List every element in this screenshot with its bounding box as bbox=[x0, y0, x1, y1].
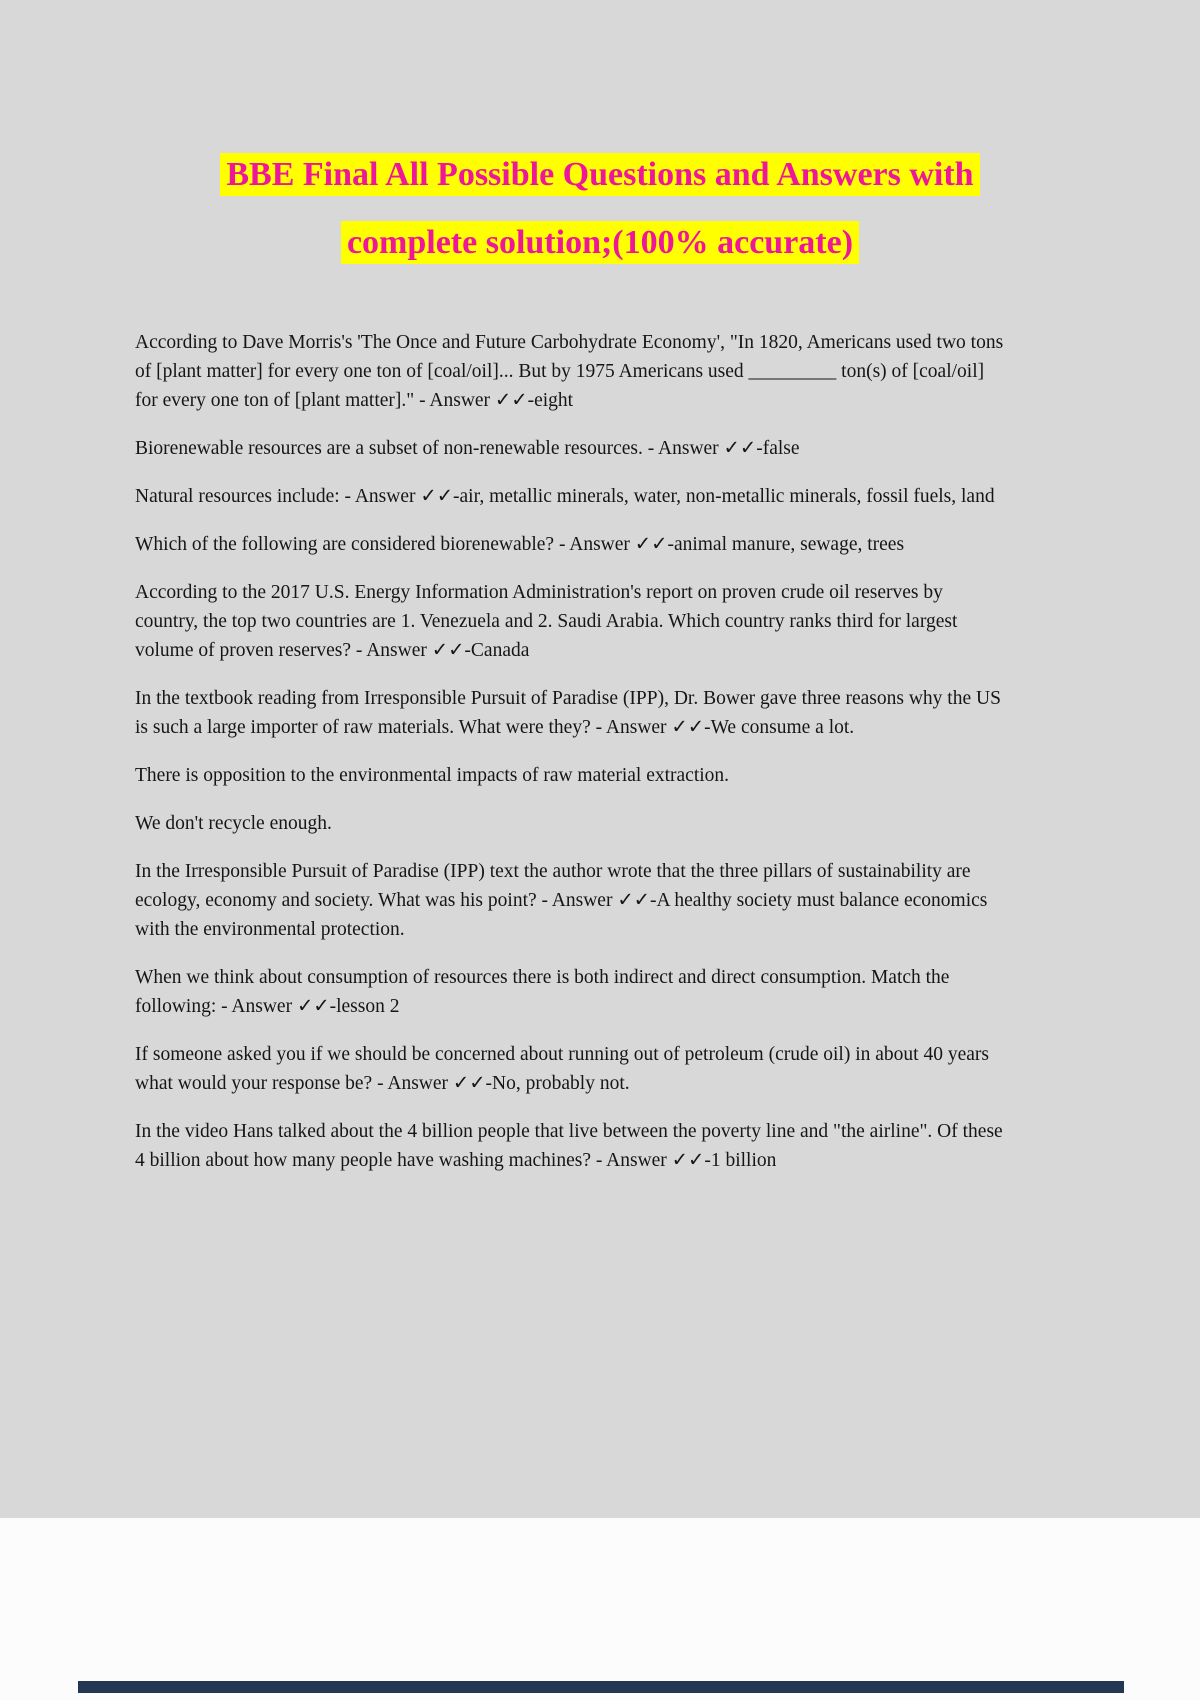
qa-paragraph: In the Irresponsible Pursuit of Paradise (IPP) text the author wrote that the three pillars of sustainability are ecology, economy and society. What was his point? - Answer ✓✓-A healthy society must balance economics with the environmental protection. bbox=[135, 861, 988, 940]
qa-paragraph: Which of the following are considered biorenewable? - Answer ✓✓-animal manure, sewage, trees bbox=[135, 534, 905, 555]
title-line-1-text: BBE Final All Possible Questions and Answers with bbox=[220, 153, 979, 196]
title-line-2-text: complete solution;(100% accurate) bbox=[341, 221, 859, 264]
title-line-2 bbox=[0, 220, 1200, 266]
qa-paragraph: If someone asked you if we should be concerned about running out of petroleum (crude oil) in about 40 years what would your response be? - Answer ✓✓-No, probably not. bbox=[135, 1044, 989, 1094]
qa-paragraph: When we think about consumption of resources there is both indirect and direct consumption. Match the following: - Answer ✓✓-lesson 2 bbox=[135, 967, 950, 1017]
qa-paragraph: According to the 2017 U.S. Energy Information Administration's report on proven crude oil reserves by country, the top two countries are 1. Venezuela and 2. Saudi Arabia. Which country ranks third for largest volume of proven reserves? - Answer ✓✓-Canada bbox=[135, 582, 958, 661]
qa-paragraph: In the textbook reading from Irresponsible Pursuit of Paradise (IPP), Dr. Bower gave three reasons why the US is such a large importer of raw materials. What were they? - Answer ✓✓-We consume a lot. bbox=[135, 688, 1001, 738]
qa-paragraph: According to Dave Morris's 'The Once and Future Carbohydrate Economy', "In 1820, Americans used two tons of [plant matter] for every one ton of [coal/oil]... But by 1975 Americans used _________ ton(s) of [coal/oil] for every one ton of [plant matter]." - Answer ✓✓-eight bbox=[135, 332, 1004, 411]
qa-paragraph: We don't recycle enough. bbox=[135, 813, 332, 834]
qa-paragraph: Natural resources include: - Answer ✓✓-air, metallic minerals, water, non-metallic minerals, fossil fuels, land bbox=[135, 486, 995, 507]
qa-paragraph: Biorenewable resources are a subset of non-renewable resources. - Answer ✓✓-false bbox=[135, 438, 800, 459]
qa-paragraph: In the video Hans talked about the 4 billion people that live between the poverty line and "the airline". Of these 4 billion about how many people have washing machines? - Answer ✓✓-1 billion bbox=[135, 1121, 1003, 1171]
page-bottom-margin bbox=[0, 1518, 1200, 1700]
title-line-1 bbox=[0, 152, 1200, 198]
qa-paragraph: There is opposition to the environmental impacts of raw material extraction. bbox=[135, 765, 730, 786]
next-page-edge bbox=[78, 1681, 1124, 1693]
document-body bbox=[135, 328, 1005, 1175]
document-title bbox=[0, 0, 1200, 266]
